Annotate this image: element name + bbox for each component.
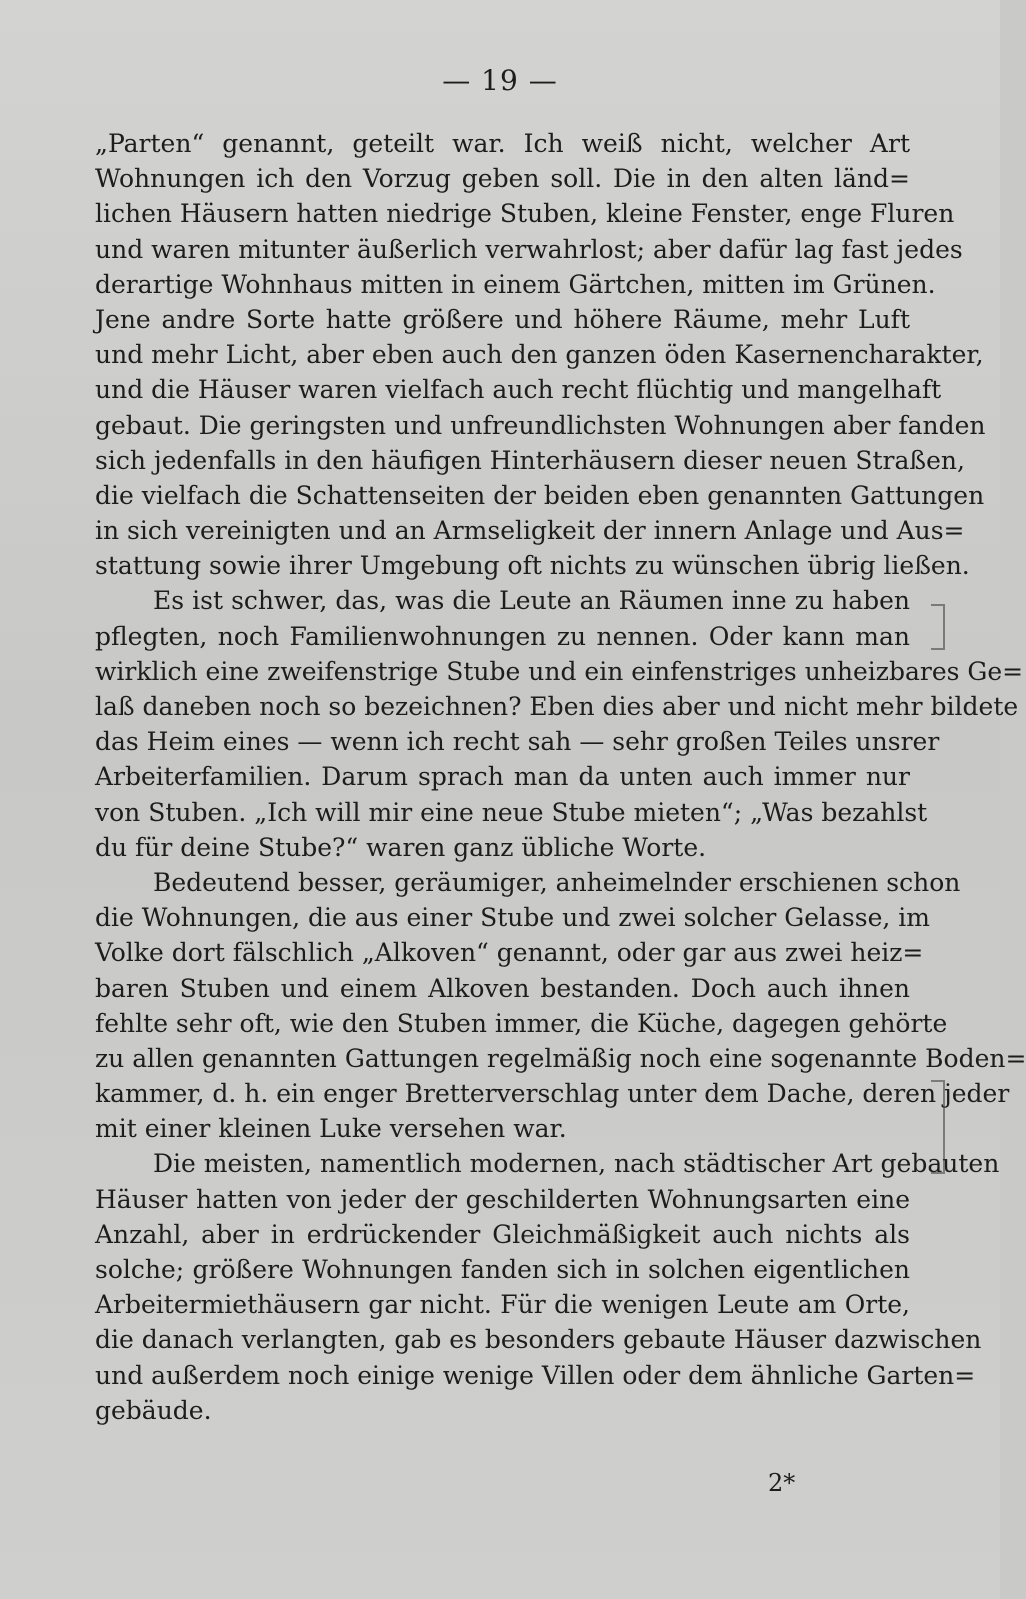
margin-bracket-mark — [931, 1080, 945, 1174]
text-line: laß daneben noch so bezeichnen? Eben dies aber und nicht mehr bildete — [95, 692, 1019, 721]
text-line: das Heim eines — wenn ich recht sah — sehr großen Teiles unsrer — [95, 727, 940, 757]
text-line: Jene andre Sorte hatte größere und höhere Räume, mehr Luft — [95, 304, 910, 334]
text-line: und mehr Licht, aber eben auch den ganzen öden Kasernencharakter, — [95, 340, 984, 370]
text-line: wirklich eine zweifenstrige Stube und ein einfenstriges unheizbares Ge= — [95, 656, 1024, 686]
text-line: fehlte sehr oft, wie den Stuben immer, die Küche, dagegen gehörte — [95, 1008, 948, 1038]
text-line: in sich vereinigten und an Armseligkeit der innern Anlage und Aus= — [95, 516, 965, 546]
text-line: „Parten“ genannt, geteilt war. Ich weiß nicht, welcher Art — [95, 129, 910, 158]
text-line: pflegten, noch Familienwohnungen zu nennen. Oder kann man — [95, 621, 910, 651]
text-line: von Stuben. „Ich will mir eine neue Stube mieten“; „Was bezahlst — [95, 797, 928, 827]
text-line: kammer, d. h. ein enger Bretterverschlag unter dem Dache, deren jeder — [95, 1079, 1010, 1109]
body-text — [95, 126, 1026, 1428]
signature-mark: 2* — [768, 1469, 796, 1497]
text-line: und waren mitunter äußerlich verwahrlost; aber dafür lag fast jedes — [95, 234, 963, 264]
text-line: zu allen genannten Gattungen regelmäßig noch eine sogenannte Boden= — [95, 1043, 1026, 1073]
text-line: stattung sowie ihrer Umgebung oft nichts zu wünschen übrig ließen. — [95, 551, 970, 581]
text-line: Bedeutend besser, geräumiger, anheimelnder erschienen schon — [153, 867, 961, 897]
text-line: Arbeiterfamilien. Darum sprach man da unten auch immer nur — [95, 762, 910, 792]
text-line: gebaut. Die geringsten und unfreundlichsten Wohnungen aber fanden — [95, 410, 986, 440]
text-line: sich jedenfalls in den häufigen Hinterhäusern dieser neuen Straßen, — [95, 445, 965, 475]
text-line: mit einer kleinen Luke versehen war. — [95, 1114, 567, 1144]
text-line: und außerdem noch einige wenige Villen oder dem ähnliche Garten= — [95, 1360, 976, 1390]
text-line: Es ist schwer, das, was die Leute an Räumen inne zu haben — [153, 586, 910, 616]
text-line: du für deine Stube?“ waren ganz übliche Worte. — [95, 832, 707, 862]
margin-bracket-mark — [931, 604, 945, 650]
text-line: derartige Wohnhaus mitten in einem Gärtchen, mitten im Grünen. — [95, 269, 936, 299]
text-line: die vielfach die Schattenseiten der beiden eben genannten Gattungen — [95, 480, 985, 510]
text-line: Die meisten, namentlich modernen, nach städtischer Art gebauten — [153, 1149, 1000, 1179]
text-line: Volke dort fälschlich „Alkoven“ genannt, oder gar aus zwei heiz= — [95, 938, 924, 968]
text-line: die Wohnungen, die aus einer Stube und zwei solcher Gelasse, im — [95, 903, 930, 933]
text-line: solche; größere Wohnungen fanden sich in solchen eigentlichen — [95, 1255, 910, 1284]
text-line: Anzahl, aber in erdrückender Gleichmäßigkeit auch nichts als — [95, 1219, 910, 1249]
text-line: Häuser hatten von jeder der geschilderten Wohnungsarten eine — [95, 1184, 910, 1214]
text-line: baren Stuben und einem Alkoven bestanden. Doch auch ihnen — [95, 973, 910, 1003]
text-line: gebäude. — [95, 1395, 212, 1425]
page-number: — 19 — — [442, 64, 558, 97]
text-line: die danach verlangten, gab es besonders gebaute Häuser dazwischen — [95, 1325, 982, 1355]
text-line: Wohnungen ich den Vorzug geben soll. Die in den alten länd= — [95, 164, 910, 194]
text-line: lichen Häusern hatten niedrige Stuben, kleine Fenster, enge Fluren — [95, 199, 955, 229]
text-line: Arbeitermiethäusern gar nicht. Für die wenigen Leute am Orte, — [95, 1290, 910, 1320]
text-line: und die Häuser waren vielfach auch recht flüchtig und mangelhaft — [95, 375, 942, 405]
